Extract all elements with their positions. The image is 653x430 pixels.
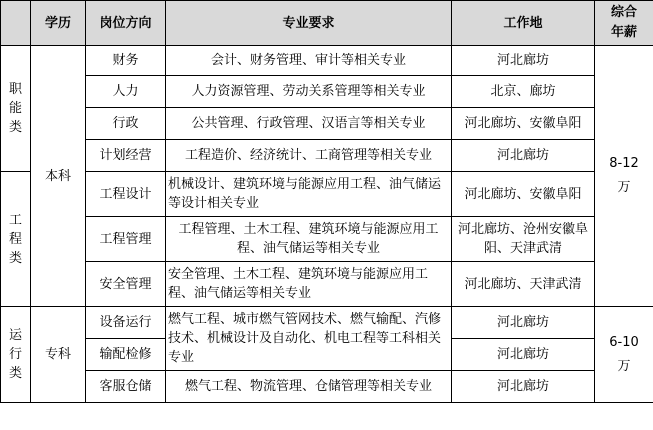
location-cell: 河北廊坊	[452, 339, 595, 371]
location-cell: 河北廊坊	[452, 140, 595, 172]
salary-bachelor: 8-12 万	[595, 46, 653, 307]
major-cell: 工程管理、土木工程、建筑环境与能源应用工程、油气储运等相关专业	[166, 217, 452, 262]
header-position: 岗位方向	[86, 1, 166, 46]
position-cell: 财务	[86, 46, 166, 76]
location-cell: 河北廊坊	[452, 307, 595, 339]
location-cell: 河北廊坊、天津武清	[452, 262, 595, 307]
education-college: 专科	[31, 307, 86, 403]
table-row	[1, 307, 653, 339]
table-row	[1, 371, 653, 403]
category-functional: 职 能 类	[1, 46, 31, 172]
table-row	[1, 46, 653, 76]
category-operations: 运 行 类	[1, 307, 31, 403]
position-cell: 输配检修	[86, 339, 166, 371]
salary-college: 6-10 万	[595, 307, 653, 403]
header-category	[1, 1, 31, 46]
position-cell: 人力	[86, 76, 166, 108]
position-cell: 安全管理	[86, 262, 166, 307]
header-major: 专业要求	[166, 1, 452, 46]
major-cell: 工程造价、经济统计、工商管理等相关专业	[166, 140, 452, 172]
header-row	[1, 1, 653, 46]
position-cell: 客服仓储	[86, 371, 166, 403]
location-cell: 河北廊坊	[452, 371, 595, 403]
category-engineering: 工 程 类	[1, 172, 31, 307]
position-cell: 设备运行	[86, 307, 166, 339]
major-cell: 燃气工程、物流管理、仓储管理等相关专业	[166, 371, 452, 403]
major-cell: 燃气工程、城市燃气管网技术、燃气输配、汽修技术、机械设计及自动化、机电工程等工科相关专业	[166, 307, 452, 371]
table-row	[1, 262, 653, 307]
position-cell: 工程设计	[86, 172, 166, 217]
table-row	[1, 76, 653, 108]
major-cell: 公共管理、行政管理、汉语言等相关专业	[166, 108, 452, 140]
table-row	[1, 217, 653, 262]
position-cell: 工程管理	[86, 217, 166, 262]
major-cell: 人力资源管理、劳动关系管理等相关专业	[166, 76, 452, 108]
location-cell: 河北廊坊、安徽阜阳	[452, 108, 595, 140]
location-cell: 北京、廊坊	[452, 76, 595, 108]
location-cell: 河北廊坊、沧州安徽阜阳、天津武清	[452, 217, 595, 262]
location-cell: 河北廊坊、安徽阜阳	[452, 172, 595, 217]
header-location: 工作地	[452, 1, 595, 46]
education-bachelor: 本科	[31, 46, 86, 307]
major-cell: 安全管理、土木工程、建筑环境与能源应用工程、油气储运等相关专业	[166, 262, 452, 307]
table-row	[1, 172, 653, 217]
table-row	[1, 108, 653, 140]
major-cell: 机械设计、建筑环境与能源应用工程、油气储运等设计相关专业	[166, 172, 452, 217]
header-salary: 综合 年薪	[595, 1, 653, 46]
table-row	[1, 140, 653, 172]
major-cell: 会计、财务管理、审计等相关专业	[166, 46, 452, 76]
position-cell: 计划经营	[86, 140, 166, 172]
location-cell: 河北廊坊	[452, 46, 595, 76]
position-cell: 行政	[86, 108, 166, 140]
header-education: 学历	[31, 1, 86, 46]
